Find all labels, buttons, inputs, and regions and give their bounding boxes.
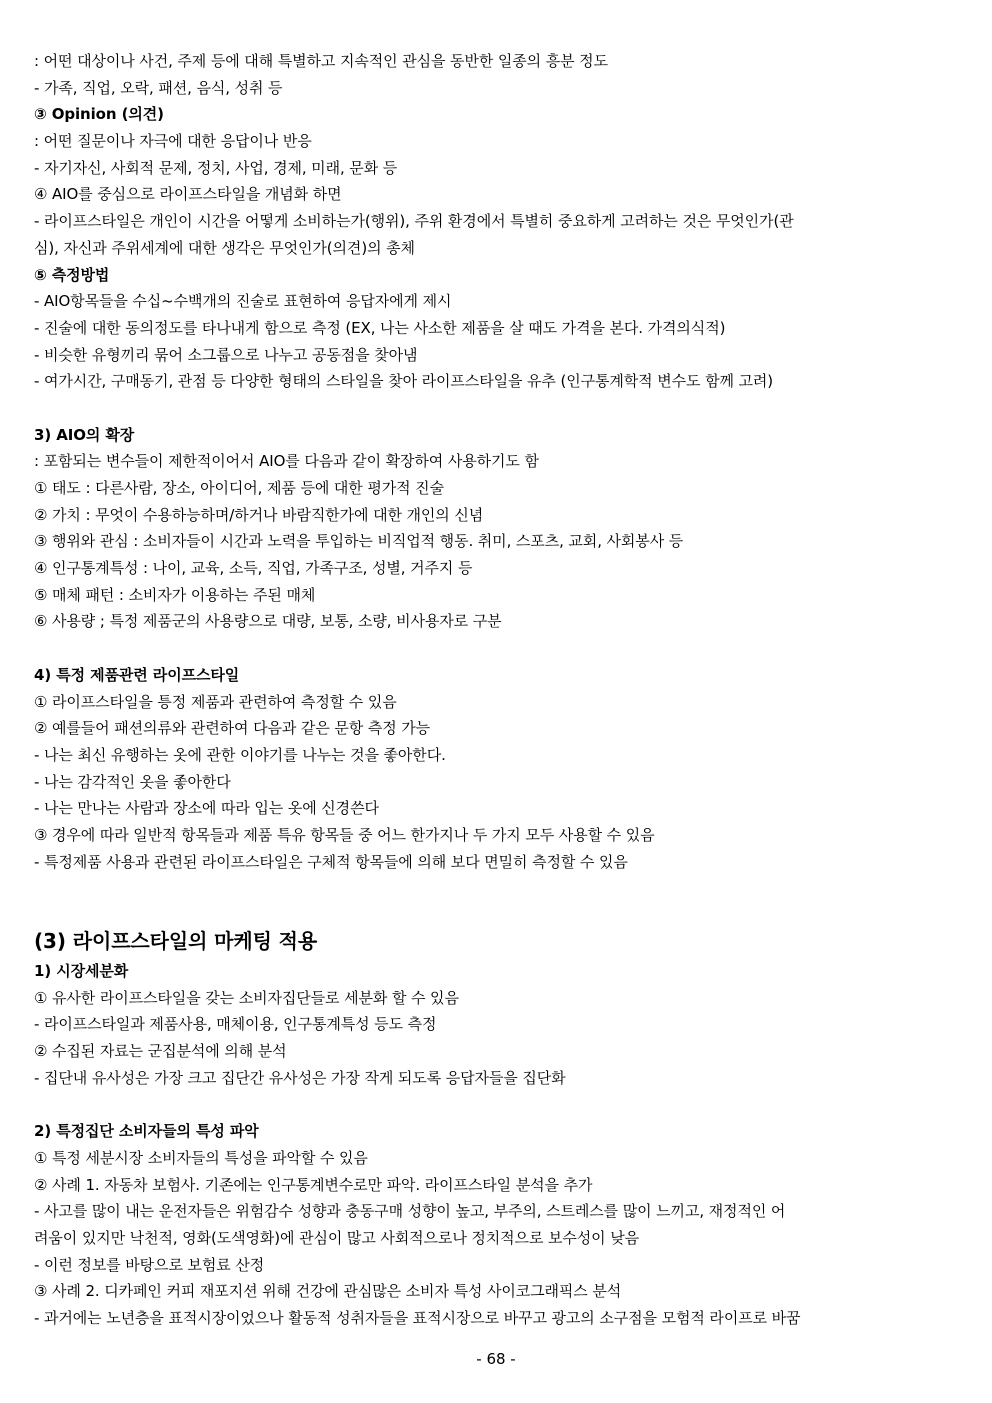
section-heading: 1) 시장세분화: [34, 962, 129, 980]
text-line: - 가족, 직업, 오락, 패션, 음식, 성취 등: [34, 78, 283, 97]
text-line: - 특정제품 사용과 관련된 라이프스타일은 구체적 항목들에 의해 보다 면밀히 측정할 수 있음: [34, 852, 628, 871]
text-line: ① 특정 세분시장 소비자들의 특성을 파악할 수 있음: [34, 1148, 368, 1167]
section-heading: 4) 특정 제품관련 라이프스타일: [34, 665, 240, 684]
text-line: : 어떤 질문이나 자극에 대한 응답이나 반응: [34, 132, 312, 151]
text-line: - 과거에는 노년층을 표적시장이었으나 활동적 성취자들을 표적시장으로 바꾸고 광고의 소구점을 모험적 라이프로 바꿈: [34, 1308, 801, 1327]
text-line: ② 수집된 자료는 군집분석에 의해 분석: [34, 1042, 287, 1061]
text-line: - 이런 정보를 바탕으로 보험료 산정: [34, 1255, 265, 1274]
text-line: ⑥ 사용량 ; 특정 제품군의 사용량으로 대량, 보통, 소량, 비사용자로 구분: [34, 612, 502, 631]
blank-line: [34, 875, 964, 902]
text-line: - 집단내 유사성은 가장 크고 집단간 유사성은 가장 작게 되도록 응답자들을 집단화: [34, 1068, 566, 1087]
section-heading: (3) 라이프스타일의 마케팅 적용: [34, 929, 318, 953]
section-heading: 2) 특정집단 소비자들의 특성 파악: [34, 1122, 259, 1141]
text-line: ④ 인구통계특성 : 나이, 교육, 소득, 직업, 가족구조, 성별, 거주지 등: [34, 559, 473, 578]
text-line: ③ 경우에 따라 일반적 항목들과 제품 특유 항목들 중 어느 한가지나 두 가지 모두 사용할 수 있음: [34, 825, 655, 844]
text-line: ⑤ 매체 패턴 : 소비자가 이용하는 주된 매체: [34, 585, 316, 604]
text-line: - 나는 감각적인 옷을 좋아한다: [34, 772, 231, 791]
text-line: 려움이 있지만 낙천적, 영화(도색영화)에 관심이 많고 사회적으로나 정치적으로 보수성이 낮음: [34, 1228, 640, 1247]
document-page: [34, 48, 964, 1332]
page-number: - 68 -: [476, 1350, 516, 1368]
text-line: ② 사례 1. 자동차 보험사. 기존에는 인구통계변수로만 파악. 라이프스타일 분석을 추가: [34, 1175, 593, 1194]
text-line: ② 예를들어 패션의류와 관련하여 다음과 같은 문항 측정 가능: [34, 719, 431, 738]
section-heading: ⑤ 측정방법: [34, 265, 110, 284]
text-line: : 어떤 대상이나 사건, 주제 등에 대해 특별하고 지속적인 관심을 동반한 일종의 흥분 정도: [34, 52, 608, 70]
blank-line: [34, 1091, 964, 1118]
text-line: ③ 행위와 관심 : 소비자들이 시간과 노력을 투입하는 비직업적 행동. 취미, 스포츠, 교회, 사회봉사 등: [34, 532, 684, 551]
text-line: - 여가시간, 구매동기, 관점 등 다양한 형태의 스타일을 찾아 라이프스타일을 유추 (인구통계학적 변수도 함께 고려): [34, 372, 774, 391]
text-line: - 라이프스타일과 제품사용, 매체이용, 인구통계특성 등도 측정: [34, 1015, 437, 1034]
text-line: : 포함되는 변수들이 제한적이어서 AIO를 다음과 같이 확장하여 사용하기도 함: [34, 452, 539, 471]
text-line: - 나는 만나는 사람과 장소에 따라 입는 옷에 신경쓴다: [34, 799, 379, 818]
section-heading: 3) AIO의 확장: [34, 425, 135, 444]
text-line: ④ AIO를 중심으로 라이프스타일을 개념화 하면: [34, 185, 342, 204]
blank-line: [34, 635, 964, 662]
blank-line: [34, 395, 964, 422]
text-line: ① 라이프스타일을 틍정 제품과 관련하여 측정할 수 있음: [34, 692, 397, 711]
text-line: 심), 자신과 주위세계에 대한 생각은 무엇인가(의견)의 총체: [34, 238, 415, 257]
text-line: - 진술에 대한 동의정도를 타나내게 함으로 측정 (EX, 나는 사소한 제품을 살 때도 가격을 본다. 가격의식적): [34, 318, 726, 337]
text-line: - AIO항목들을 수십~수백개의 진술로 표현하여 응답자에게 제시: [34, 292, 452, 311]
text-line: - 라이프스타일은 개인이 시간을 어떻게 소비하는가(행위), 주위 환경에서 특별히 중요하게 고려하는 것은 무엇인가(관: [34, 212, 794, 231]
text-line: - 나는 최신 유행하는 옷에 관한 이야기를 나누는 것을 좋아한다.: [34, 745, 446, 764]
text-line: ② 가치 : 무엇이 수용하능하며/하거나 바람직한가에 대한 개인의 신념: [34, 505, 484, 524]
text-line: - 사고를 많이 내는 운전자들은 위험감수 성향과 충동구매 성향이 높고, 부주의, 스트레스를 많이 느끼고, 재정적인 어: [34, 1202, 786, 1221]
text-line: ③ 사례 2. 디카페인 커피 재포지션 위해 건강에 관심많은 소비자 특성 사이코그래픽스 분석: [34, 1282, 622, 1301]
text-line: ① 유사한 라이프스타일을 갖는 소비자집단들로 세분화 할 수 있음: [34, 988, 459, 1007]
text-line: ① 태도 : 다른사람, 장소, 아이디어, 제품 등에 대한 평가적 진술: [34, 479, 444, 497]
section-heading: ③ Opinion (의견): [34, 105, 164, 124]
text-line: - 비슷한 유형끼리 묶어 소그룹으로 나누고 공동점을 찾아냄: [34, 345, 418, 364]
text-line: - 자기자신, 사회적 문제, 정치, 사업, 경제, 미래, 문화 등: [34, 158, 398, 177]
